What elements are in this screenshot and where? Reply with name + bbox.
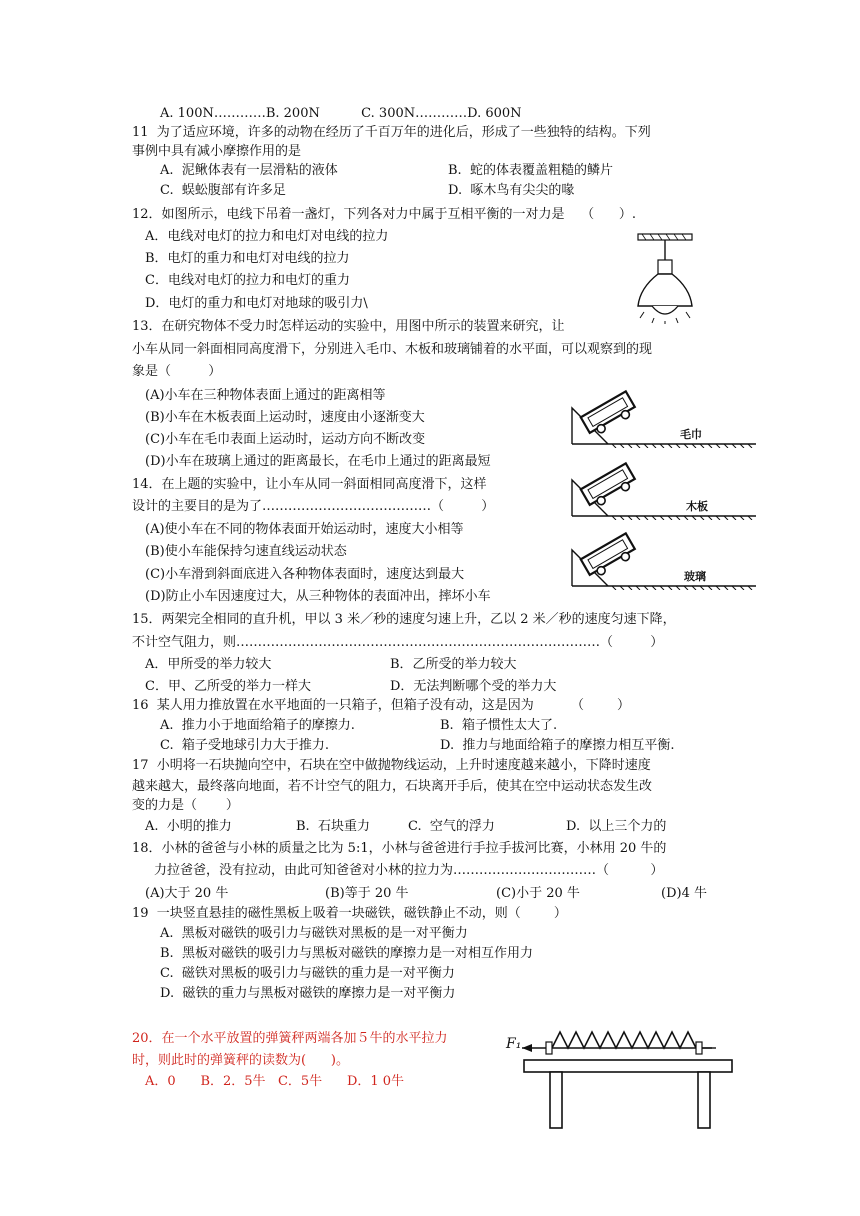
q11-option-d: D. 啄木鸟有尖尖的喙 bbox=[448, 183, 575, 198]
q17-option-c: C. 空气的浮力 bbox=[408, 819, 495, 834]
q11-stem-line2: 事例中具有减小摩擦作用的是 bbox=[132, 144, 302, 159]
q12-stem: 12．如图所示，电线下吊着一盏灯，下列各对力中属于互相平衡的一对力是 （ ）. bbox=[132, 207, 636, 222]
spring-balance-figure bbox=[502, 1028, 742, 1132]
towel-label: 毛巾 bbox=[680, 428, 702, 441]
q17-option-d: D. 以上三个力的 bbox=[566, 819, 667, 834]
q14-option-a: (A)使小车在不同的物体表面开始运动时，速度大小相等 bbox=[145, 522, 464, 537]
q13-option-b: (B)小车在木板表面上运动时，速度由小逐渐变大 bbox=[145, 410, 425, 425]
q18-option-b: (B)等于 20 牛 bbox=[325, 886, 409, 901]
q18-stem-line1: 18．小林的爸爸与小林的质量之比为 5:1，小林与爸爸进行手拉手拔河比赛，小林用 20 牛的 bbox=[132, 841, 667, 856]
q16-option-d: D. 推力与地面给箱子的摩擦力相互平衡. bbox=[440, 738, 675, 753]
q19-stem: 19 一块竖直悬挂的磁性黑板上吸着一块磁铁，磁铁静止不动，则（ ） bbox=[132, 906, 567, 921]
q12-option-b: B．电灯的重力和电灯对电线的拉力 bbox=[145, 251, 350, 266]
q15-option-c: C．甲、乙所受的举力一样大 bbox=[145, 679, 311, 694]
q19-option-c: C. 磁铁对黑板的吸引力与磁铁的重力是一对平衡力 bbox=[160, 966, 455, 981]
q10-options: A. 100N…………B. 200N C. 300N…………D. 600N bbox=[160, 106, 522, 121]
q13-option-c: (C)小车在毛巾表面上运动时，运动方向不断改变 bbox=[145, 432, 426, 447]
q19-option-d: D. 磁铁的重力与黑板对磁铁的摩擦力是一对平衡力 bbox=[160, 986, 456, 1001]
q17-option-a: A. 小明的推力 bbox=[145, 819, 232, 834]
q13-option-d: (D)小车在玻璃上通过的距离最长，在毛巾上通过的距离最短 bbox=[145, 454, 491, 469]
q14-stem-line2: 设计的主要目的是为了…………………………………（ ） bbox=[132, 499, 495, 514]
q16-option-a: A. 推力小于地面给箱子的摩擦力. bbox=[160, 718, 355, 733]
q19-option-a: A. 黑板对磁铁的吸引力与磁铁对黑板的是一对平衡力 bbox=[160, 926, 468, 941]
hanging-lamp-figure bbox=[630, 232, 700, 324]
q13-stem-line3: 象是（ ） bbox=[132, 364, 222, 379]
q13-stem-line1: 13．在研究物体不受力时怎样运动的实验中，用图中所示的装置来研究，让 bbox=[132, 319, 565, 334]
q15-option-b: B．乙所受的举力较大 bbox=[390, 657, 517, 672]
q12-option-c: C．电线对电灯的拉力和电灯的重力 bbox=[145, 273, 350, 288]
q14-option-b: (B)使小车能保持匀速直线运动状态 bbox=[145, 544, 347, 559]
q14-option-d: (D)防止小车因速度过大，从三种物体的表面冲出，摔坏小车 bbox=[145, 589, 491, 604]
q18-option-c: (C)小于 20 牛 bbox=[496, 886, 580, 901]
q18-option-a: (A)大于 20 牛 bbox=[145, 886, 229, 901]
q17-stem-line1: 17 小明将一石块抛向空中，石块在空中做抛物线运动，上升时速度越来越小，下降时速度 bbox=[132, 758, 651, 773]
ramp-towel-figure bbox=[568, 388, 758, 448]
q17-option-b: B. 石块重力 bbox=[296, 819, 370, 834]
q16-option-c: C. 箱子受地球引力大于推力. bbox=[160, 738, 330, 753]
q16-stem: 16 某人用力推放置在水平地面的一只箱子，但箱子没有动，这是因为 （ ） bbox=[132, 698, 631, 713]
q11-option-a: A. 泥鳅体表有一层滑粘的液体 bbox=[160, 163, 338, 178]
force-f1-label: F₁ bbox=[506, 1036, 522, 1052]
glass-label: 玻璃 bbox=[684, 570, 706, 583]
q15-stem-line1: 15．两架完全相同的直升机，甲以 3 米／秒的速度匀速上升，乙以 2 米／秒的速度匀速下降， bbox=[132, 612, 676, 627]
q13-option-a: (A)小车在三种物体表面上通过的距离相等 bbox=[145, 388, 386, 403]
q12-option-a: A．电线对电灯的拉力和电灯对电线的拉力 bbox=[145, 229, 389, 244]
q11-stem-line1: 11 为了适应环境，许多的动物在经历了千百万年的进化后，形成了一些独特的结构。下列 bbox=[132, 125, 651, 140]
board-label: 木板 bbox=[686, 500, 708, 513]
q14-option-c: (C)小车滑到斜面底进入各种物体表面时，速度达到最大 bbox=[145, 567, 465, 582]
q11-option-c: C. 蜈蚣腹部有许多足 bbox=[160, 183, 286, 198]
ramp-glass-figure bbox=[568, 530, 758, 590]
q20-stem-line1: 20．在一个水平放置的弹簧秤两端各加５牛的水平拉力 bbox=[132, 1031, 448, 1046]
q18-option-d: (D)4 牛 bbox=[661, 886, 707, 901]
q15-option-d: D．无法判断哪个受的举力大 bbox=[390, 679, 557, 694]
q18-stem-line2: 力拉爸爸，没有拉动，由此可知爸爸对小林的拉力为……………………………（ ） bbox=[154, 863, 664, 878]
q20-options: A．0 B．2．5牛 C．5牛 D．1 0牛 bbox=[145, 1074, 405, 1089]
q13-stem-line2: 小车从同一斜面相同高度滑下，分别进入毛巾、木板和玻璃铺着的水平面，可以观察到的现 bbox=[132, 342, 653, 357]
q20-stem-line2: 时，则此时的弹簧秤的读数为( )。 bbox=[132, 1053, 349, 1068]
ramp-board-figure bbox=[568, 460, 758, 520]
q12-option-d: D．电灯的重力和电灯对地球的吸引力\ bbox=[145, 296, 368, 311]
q15-stem-line2: 不计空气阻力，则…………………………………………………………………………（ ） bbox=[132, 635, 664, 650]
q11-option-b: B. 蛇的体表覆盖粗糙的鳞片 bbox=[448, 163, 613, 178]
q15-option-a: A．甲所受的举力较大 bbox=[145, 657, 272, 672]
q17-stem-line2: 越来越大，最终落向地面，若不计空气的阻力，石块离开手后，使其在空中运动状态发生改 bbox=[132, 779, 653, 794]
q19-option-b: B. 黑板对磁铁的吸引力与黑板对磁铁的摩擦力是一对相互作用力 bbox=[160, 946, 533, 961]
q17-stem-line3: 变的力是（ ） bbox=[132, 798, 239, 813]
q16-option-b: B. 箱子惯性太大了. bbox=[440, 718, 558, 733]
q14-stem-line1: 14．在上题的实验中，让小车从同一斜面相同高度滑下，这样 bbox=[132, 477, 487, 492]
